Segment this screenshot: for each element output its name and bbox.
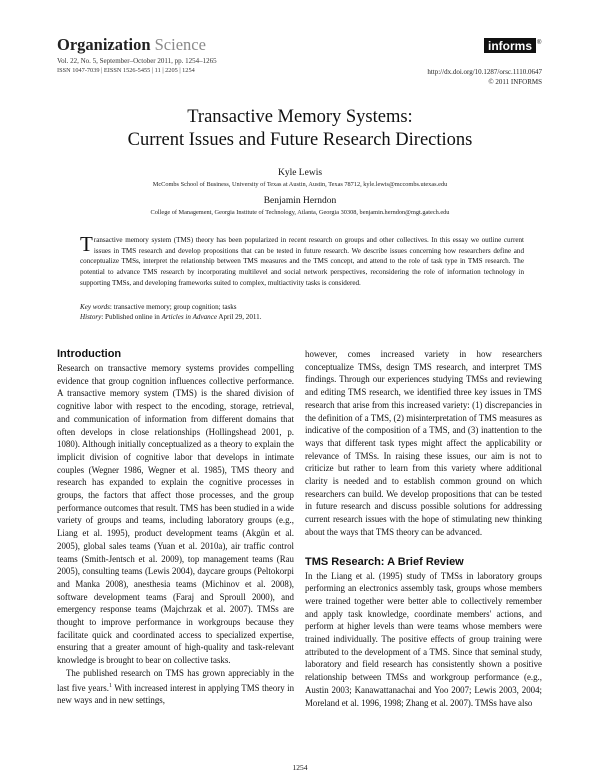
history-label: History [80,313,102,321]
author-affiliation: College of Management, Georgia Institute of Technology, Atlanta, Georgia 30308, benjamin.herndon@mgt.gatech.edu [150,209,450,216]
abstract-dropcap: T [80,232,93,256]
section-heading-introduction: Introduction [57,348,122,360]
paper-title [0,106,600,152]
logo-text: informs [487,39,533,53]
author-name: Kyle Lewis [277,168,323,178]
keywords-text: : transactive memory; group cognition; tasks [109,303,237,311]
journal-name [57,35,206,55]
abstract [80,232,524,289]
keywords [80,303,524,311]
journal-name-light: Science [154,35,206,54]
title-line-1: Transactive Memory Systems: [187,107,413,127]
journal-name-bold: Organization [57,35,151,54]
paragraph-text: With increased interest in applying TMS theory in new ways and in new settings, [57,682,295,706]
page-number: 1254 [292,763,308,772]
history-text: : Published online in [101,313,162,321]
keywords-label: Key words [80,303,110,311]
informs-logo [484,36,540,55]
author-affiliation: McCombs School of Business, University of Texas at Austin, Austin, Texas 78712, kyle.lewis@mccombs.utexas.edu [152,181,448,188]
paragraph: however, comes increased variety in how researchers conceptualize TMSs, design TMS research, and interpret TMS findings. Through our experiences studying TMSs and reviewing and editing TMS research, we identified three key issues in TMS research that arise from this increased variety: (1) discrepancies in the definition of a TMS, (2) misinterpretation of TMS measures as indicative of the composition of a TMS, and (3) inattention to the ways that different task types might affect the applicability or relevance of TMSs. In raising these issues, our aim is not to criticize but rather to learn from this variety where additional clarity is needed and to establish common ground on which researchers can build. We develop propositions that can be tested in future research and discuss possible solutions for addressing current research issues with the hope of stimulating new thinking about the ways that TMS theory can be advanced. [305,349,542,537]
issn-line: ISSN 1047-7039 | EISSN 1526-5455 | 11 | 2205 | 1254 [57,67,195,74]
paragraph: Research on transactive memory systems provides compelling evidence that group cognition influences collective performance. A transactive memory system (TMS) is the shared division of cognitive labor with respect to the encoding, storage, retrieval, and communication of information from different domains that often develops in close relationships (Hollingshead 2001, p. 1080). Although initially conceptualized as a theory to explain the implicit division of cognitive labor that develops in intimate couples (Wegner 1986, Wegner et al. 1985), TMS theory and research has expanded to explain the cognitive processes in groups, the factors that affect those processes, and the group performance outcomes that result. TMS has been studied in a wide variety of groups and teams, including laboratory groups (e.g., Liang et al. 1995), product development teams (Akgün et al. 2005), global sales teams (Yuan et al. 2010a), air traffic control teams (Smith-Jentsch et al. 2009), top management teams (Rau 2005), consulting teams (Lewis 2004), daycare groups (Peltokorpi and Manka 2008), anesthesia teams (Michinov et al. 2008), software development teams (Faraj and Sproull 2000), and emergency response teams (Majchrzak et al. 2007). TMSs are thought to improve performance in workgroups because they facilitate quick and coordinated access to specialized expertise, ensuring that a greater amount of high-quality and task-relevant knowledge is brought to bear on collective tasks. [57,363,294,666]
paragraph: In the Liang et al. (1995) study of TMSs in laboratory groups performing an electronics assembly task, groups whose members were trained together were better able to collectively remember and apply task knowledge, coordinate members' actions, and perform at higher levels than were teams whose members were trained individually. The positive effects of group training were attributed to the development of a TMS. Since that seminal study, laboratory and field research has consistently shown a positive relationship between TMSs and workgroup performance (e.g., Austin 2003; Kanawattanachai and Yoo 2007; Lewis 2003, 2004; Moreland et al. 1996, 1998; Zhang et al. 2007). TMSs have also [305,570,542,708]
author-name: Benjamin Herndon [263,196,337,206]
footnote-marker[interactable]: 1 [108,682,112,689]
copyright: © 2011 INFORMS [488,78,542,86]
left-column [57,348,294,707]
history [80,313,524,321]
title-line-2: Current Issues and Future Research Directions [127,130,473,150]
history-italic: Articles in Advance [161,313,217,321]
history-date: April 29, 2011. [217,313,262,321]
paragraph-text: The published research on TMS has grown appreciably in the last five years. [57,667,294,693]
paragraph [57,667,294,707]
abstract-text: ransactive memory system (TMS) theory has been popularized in recent research on groups and other collectives. In this essay we outline current issues in TMS research and develop propositions that can be tested in future research. We describe issues concerning how researchers define and conceptualize TMSs, interpret the relationship between TMS measures and the TMS concept, and attend to the role of task type in TMS research. The potential to advance TMS research by incorporating multilevel and social network perspectives, reconsidering the role of information technology in supporting TMSs, and developing frameworks suited to complex, multiactivity tasks is considered. [80,236,524,287]
doi-link[interactable]: http://dx.doi.org/10.1287/orsc.1110.0647 [427,68,542,76]
right-column [305,348,542,709]
section-heading-review: TMS Research: A Brief Review [305,555,464,568]
logo-registered-mark: ® [537,40,542,46]
volume-line: Vol. 22, No. 5, September–October 2011, pp. 1254–1265 [57,57,217,65]
